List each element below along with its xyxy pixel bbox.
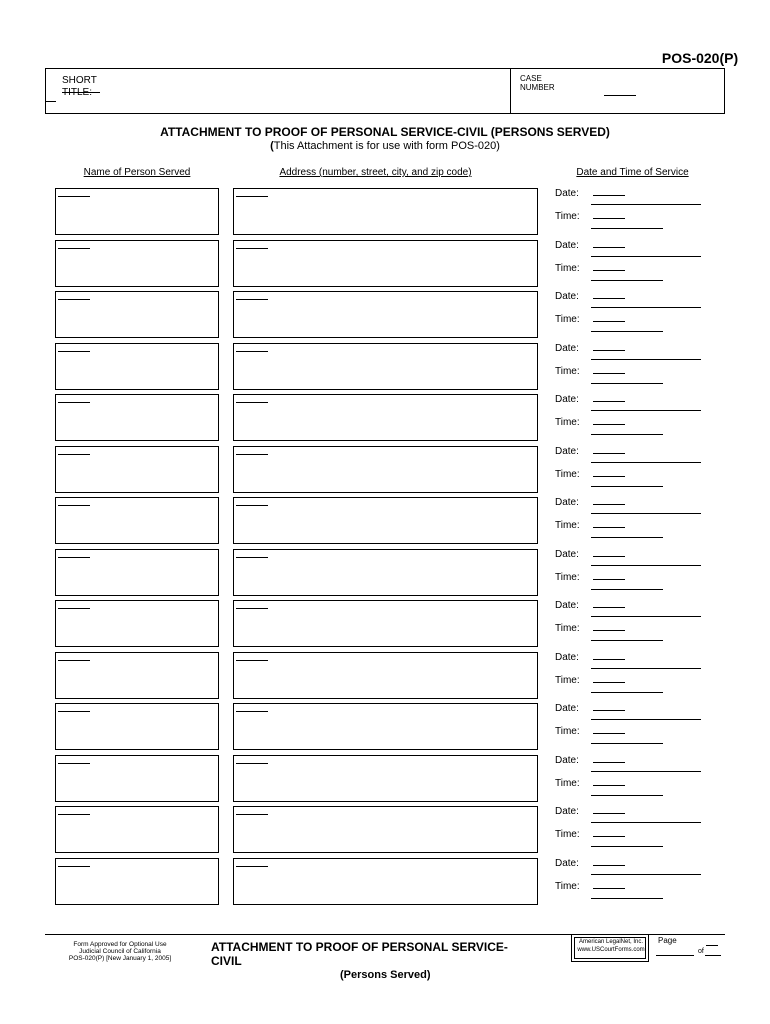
short-title-field[interactable] <box>62 92 100 93</box>
date-field[interactable] <box>591 513 701 514</box>
time-field-tick <box>593 321 625 322</box>
date-field[interactable] <box>591 668 701 669</box>
address-box[interactable] <box>233 446 538 493</box>
time-label: Time: <box>555 881 580 892</box>
date-field[interactable] <box>591 410 701 411</box>
address-box[interactable] <box>233 806 538 853</box>
time-label: Time: <box>555 675 580 686</box>
address-box[interactable] <box>233 188 538 235</box>
address-box[interactable] <box>233 549 538 596</box>
date-field-tick <box>593 865 625 866</box>
date-label: Date: <box>555 755 579 766</box>
page-rule <box>656 955 694 956</box>
footer-title-line2: CIVIL <box>211 954 242 968</box>
time-field[interactable] <box>591 537 663 538</box>
short-title-label <box>62 75 97 99</box>
time-field[interactable] <box>591 743 663 744</box>
column-header-address: Address (number, street, city, and zip code) <box>279 167 472 178</box>
address-field-line <box>236 763 268 764</box>
time-label: Time: <box>555 726 580 737</box>
date-field-tick <box>593 607 625 608</box>
address-box[interactable] <box>233 343 538 390</box>
footer-approval-line1: Form Approved for Optional Use <box>73 941 167 948</box>
person-name-field-line <box>58 196 90 197</box>
address-field-line <box>236 454 268 455</box>
time-label: Time: <box>555 829 580 840</box>
time-field[interactable] <box>591 434 663 435</box>
time-field[interactable] <box>591 795 663 796</box>
of-label: of <box>698 948 704 955</box>
time-field[interactable] <box>591 692 663 693</box>
footer-approval-line2: Judicial Council of California <box>79 948 161 955</box>
date-field-tick <box>593 453 625 454</box>
publisher-stamp <box>571 934 649 962</box>
address-box[interactable] <box>233 755 538 802</box>
date-field-tick <box>593 710 625 711</box>
person-name-field-line <box>58 557 90 558</box>
footer-title <box>211 940 541 968</box>
page-number-field[interactable] <box>706 945 718 946</box>
time-label: Time: <box>555 520 580 531</box>
footer-approval-line3: POS-020(P) [New January 1, 2005] <box>68 955 172 962</box>
person-name-field-line <box>58 660 90 661</box>
time-field-tick <box>593 527 625 528</box>
date-field-tick <box>593 298 625 299</box>
date-label: Date: <box>555 497 579 508</box>
short-title-line2 <box>62 87 97 99</box>
short-title-mark <box>46 101 56 102</box>
address-field-line <box>236 608 268 609</box>
time-field-tick <box>593 785 625 786</box>
address-box[interactable] <box>233 291 538 338</box>
time-field[interactable] <box>591 331 663 332</box>
time-label: Time: <box>555 211 580 222</box>
date-field[interactable] <box>591 874 701 875</box>
person-name-field-line <box>58 248 90 249</box>
date-label: Date: <box>555 806 579 817</box>
person-name-field-line <box>58 711 90 712</box>
time-label: Time: <box>555 623 580 634</box>
address-field-line <box>236 402 268 403</box>
page-total-field[interactable] <box>705 955 721 956</box>
page-subtitle <box>0 140 770 152</box>
time-field-tick <box>593 373 625 374</box>
address-box[interactable] <box>233 858 538 905</box>
date-field[interactable] <box>591 719 701 720</box>
date-field-tick <box>593 195 625 196</box>
time-field[interactable] <box>591 228 663 229</box>
time-field-tick <box>593 682 625 683</box>
page-label: Page <box>658 936 677 945</box>
date-field-tick <box>593 813 625 814</box>
footer-title-line1: ATTACHMENT TO PROOF OF PERSONAL SERVICE- <box>211 940 508 954</box>
address-field-line <box>236 866 268 867</box>
address-field-line <box>236 299 268 300</box>
subtitle-paren: ( <box>270 140 274 152</box>
date-field[interactable] <box>591 462 701 463</box>
time-field[interactable] <box>591 640 663 641</box>
date-field-tick <box>593 762 625 763</box>
time-field-tick <box>593 733 625 734</box>
form-number: POS-020(P) <box>661 50 739 66</box>
time-field-tick <box>593 424 625 425</box>
date-label: Date: <box>555 291 579 302</box>
subtitle-text: This Attachment is for use with form POS-020) <box>273 140 500 152</box>
address-box[interactable] <box>233 497 538 544</box>
person-name-field-line <box>58 505 90 506</box>
person-name-field-line <box>58 866 90 867</box>
time-field[interactable] <box>591 486 663 487</box>
person-name-field-line <box>58 608 90 609</box>
date-field-tick <box>593 659 625 660</box>
date-field-tick <box>593 556 625 557</box>
person-name-field-line <box>58 299 90 300</box>
time-field[interactable] <box>591 898 663 899</box>
date-label: Date: <box>555 703 579 714</box>
date-label: Date: <box>555 343 579 354</box>
time-field-tick <box>593 270 625 271</box>
date-field[interactable] <box>591 256 701 257</box>
time-field-tick <box>593 836 625 837</box>
date-field-tick <box>593 247 625 248</box>
column-header-name: Name of Person Served <box>83 167 191 178</box>
address-field-line <box>236 557 268 558</box>
address-field-line <box>236 711 268 712</box>
time-field-tick <box>593 218 625 219</box>
time-field[interactable] <box>591 589 663 590</box>
time-label: Time: <box>555 469 580 480</box>
person-name-field-line <box>58 814 90 815</box>
date-field-tick <box>593 504 625 505</box>
address-field-line <box>236 351 268 352</box>
footer-subtitle: (Persons Served) <box>340 969 431 981</box>
time-label: Time: <box>555 366 580 377</box>
person-name-field-line <box>58 454 90 455</box>
time-label: Time: <box>555 572 580 583</box>
date-field-tick <box>593 350 625 351</box>
time-label: Time: <box>555 263 580 274</box>
short-title-line1: SHORT <box>62 75 97 86</box>
time-field[interactable] <box>591 846 663 847</box>
address-field-line <box>236 814 268 815</box>
address-field-line <box>236 505 268 506</box>
time-field[interactable] <box>591 383 663 384</box>
address-field-line <box>236 660 268 661</box>
date-label: Date: <box>555 549 579 560</box>
address-box[interactable] <box>233 652 538 699</box>
date-label: Date: <box>555 652 579 663</box>
address-box[interactable] <box>233 703 538 750</box>
time-label: Time: <box>555 314 580 325</box>
column-header-datetime: Date and Time of Service <box>576 167 689 178</box>
time-field-tick <box>593 888 625 889</box>
address-field-line <box>236 196 268 197</box>
time-label: Time: <box>555 417 580 428</box>
case-number-line2: NUMBER <box>520 83 555 92</box>
caption-divider <box>510 68 511 114</box>
date-label: Date: <box>555 446 579 457</box>
page-title: ATTACHMENT TO PROOF OF PERSONAL SERVICE-CIVIL (PERSONS SERVED) <box>160 125 610 139</box>
person-name-field-line <box>58 402 90 403</box>
time-label: Time: <box>555 778 580 789</box>
time-field-tick <box>593 630 625 631</box>
time-field-tick <box>593 476 625 477</box>
time-field-tick <box>593 579 625 580</box>
date-label: Date: <box>555 240 579 251</box>
footer-approval <box>55 941 185 962</box>
person-name-field-line <box>58 351 90 352</box>
date-label: Date: <box>555 858 579 869</box>
date-field[interactable] <box>591 565 701 566</box>
date-field[interactable] <box>591 822 701 823</box>
date-label: Date: <box>555 188 579 199</box>
case-number-label <box>520 74 555 92</box>
date-field[interactable] <box>591 307 701 308</box>
person-name-field-line <box>58 763 90 764</box>
address-box[interactable] <box>233 394 538 441</box>
date-field-tick <box>593 401 625 402</box>
date-field[interactable] <box>591 204 701 205</box>
address-box[interactable] <box>233 600 538 647</box>
stamp-line2: www.USCourtForms.com <box>577 947 645 953</box>
address-field-line <box>236 248 268 249</box>
stamp-line1: American LegalNet, Inc. <box>578 939 644 945</box>
case-number-field[interactable] <box>604 95 636 96</box>
date-field[interactable] <box>591 359 701 360</box>
date-label: Date: <box>555 394 579 405</box>
date-field[interactable] <box>591 771 701 772</box>
date-label: Date: <box>555 600 579 611</box>
time-field[interactable] <box>591 280 663 281</box>
date-field[interactable] <box>591 616 701 617</box>
case-number-line1: CASE <box>520 74 542 83</box>
address-box[interactable] <box>233 240 538 287</box>
caption-box <box>45 68 725 114</box>
